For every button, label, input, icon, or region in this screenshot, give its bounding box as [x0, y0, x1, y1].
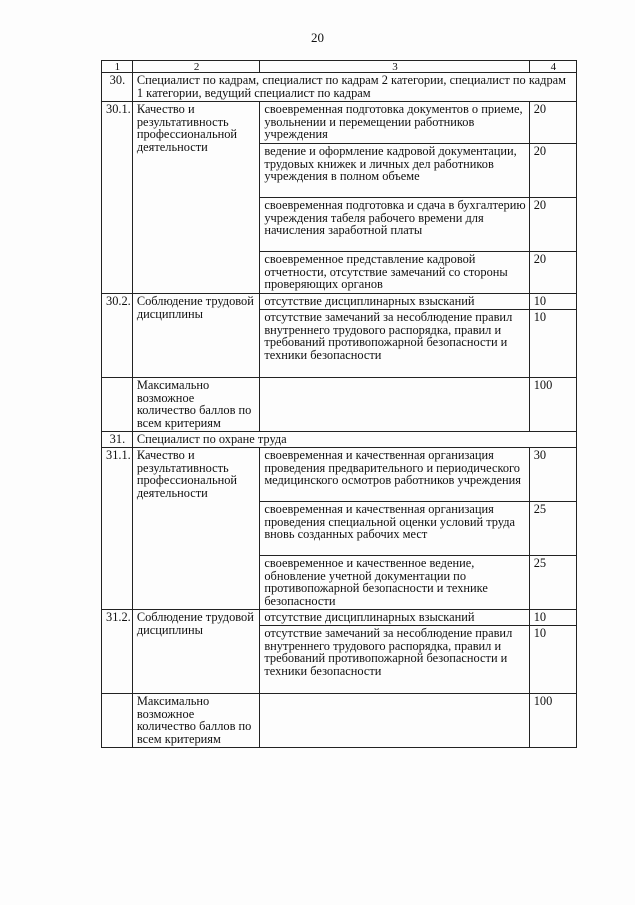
section-number: 31. [102, 432, 133, 448]
section-title: Специалист по охране труда [132, 432, 576, 448]
criterion-score: 30 [529, 448, 576, 502]
header-col-3: 3 [260, 61, 529, 73]
criterion-score: 20 [529, 144, 576, 198]
header-col-1: 1 [102, 61, 133, 73]
group-number: 31.1. [102, 448, 133, 610]
header-col-2: 2 [132, 61, 259, 73]
empty-cell [260, 694, 529, 748]
section-row [102, 432, 577, 448]
criterion-text: отсутствие замечаний за несоблюдение правил внутреннего трудового распорядка, правил и требований противопожарной безопасности и техники безопасности [260, 626, 529, 694]
criterion-score: 20 [529, 252, 576, 294]
criterion-score: 20 [529, 198, 576, 252]
empty-cell [102, 694, 133, 748]
empty-cell [260, 378, 529, 432]
section-row [102, 73, 577, 102]
table-row [102, 448, 577, 502]
max-score-row [102, 378, 577, 432]
max-score-value: 100 [529, 694, 576, 748]
group-number: 30.2. [102, 294, 133, 378]
criterion-score: 20 [529, 102, 576, 144]
header-col-4: 4 [529, 61, 576, 73]
criterion-score: 10 [529, 626, 576, 694]
criterion-score: 10 [529, 294, 576, 310]
criterion-text: своевременная подготовка документов о приеме, увольнении и перемещении работников учреждения [260, 102, 529, 144]
header-row [102, 61, 577, 73]
criterion-score: 10 [529, 610, 576, 626]
criterion-score: 10 [529, 310, 576, 378]
page-number: 20 [311, 30, 324, 45]
max-score-label: Максимально возможное количество баллов по всем критериям [132, 378, 259, 432]
section-title: Специалист по кадрам, специалист по кадрам 2 категории, специалист по кадрам 1 категории, ведущий специалист по кадрам [132, 73, 576, 102]
group-name: Соблюдение трудовой дисциплины [132, 610, 259, 694]
group-name: Качество и результативность профессиональной деятельности [132, 448, 259, 610]
table-row [102, 610, 577, 626]
empty-cell [102, 378, 133, 432]
criterion-text: отсутствие дисциплинарных взысканий [260, 610, 529, 626]
criterion-score: 25 [529, 502, 576, 556]
criterion-text: своевременная и качественная организация проведения предварительного и периодического медицинского осмотров работников учреждения [260, 448, 529, 502]
group-number: 30.1. [102, 102, 133, 294]
group-number: 31.2. [102, 610, 133, 694]
group-name: Соблюдение трудовой дисциплины [132, 294, 259, 378]
criterion-text: своевременное и качественное ведение, обновление учетной документации по противопожарной безопасности и технике безопасности [260, 556, 529, 610]
criterion-score: 25 [529, 556, 576, 610]
max-score-label: Максимально возможное количество баллов по всем критериям [132, 694, 259, 748]
section-number: 30. [102, 73, 133, 102]
criteria-table [101, 60, 577, 748]
criterion-text: своевременная и качественная организация проведения специальной оценки условий труда вновь созданных рабочих мест [260, 502, 529, 556]
criterion-text: своевременная подготовка и сдача в бухгалтерию учреждения табеля рабочего времени для начисления заработной платы [260, 198, 529, 252]
max-score-row [102, 694, 577, 748]
max-score-value: 100 [529, 378, 576, 432]
group-name: Качество и результативность профессиональной деятельности [132, 102, 259, 294]
criterion-text: своевременное представление кадровой отчетности, отсутствие замечаний со стороны проверяющих органов [260, 252, 529, 294]
criterion-text: отсутствие замечаний за несоблюдение правил внутреннего трудового распорядка, правил и требований противопожарной безопасности и техники безопасности [260, 310, 529, 378]
criterion-text: отсутствие дисциплинарных взысканий [260, 294, 529, 310]
criterion-text: ведение и оформление кадровой документации, трудовых книжек и личных дел работников учреждения в полном объеме [260, 144, 529, 198]
table-row [102, 294, 577, 310]
table-row [102, 102, 577, 144]
